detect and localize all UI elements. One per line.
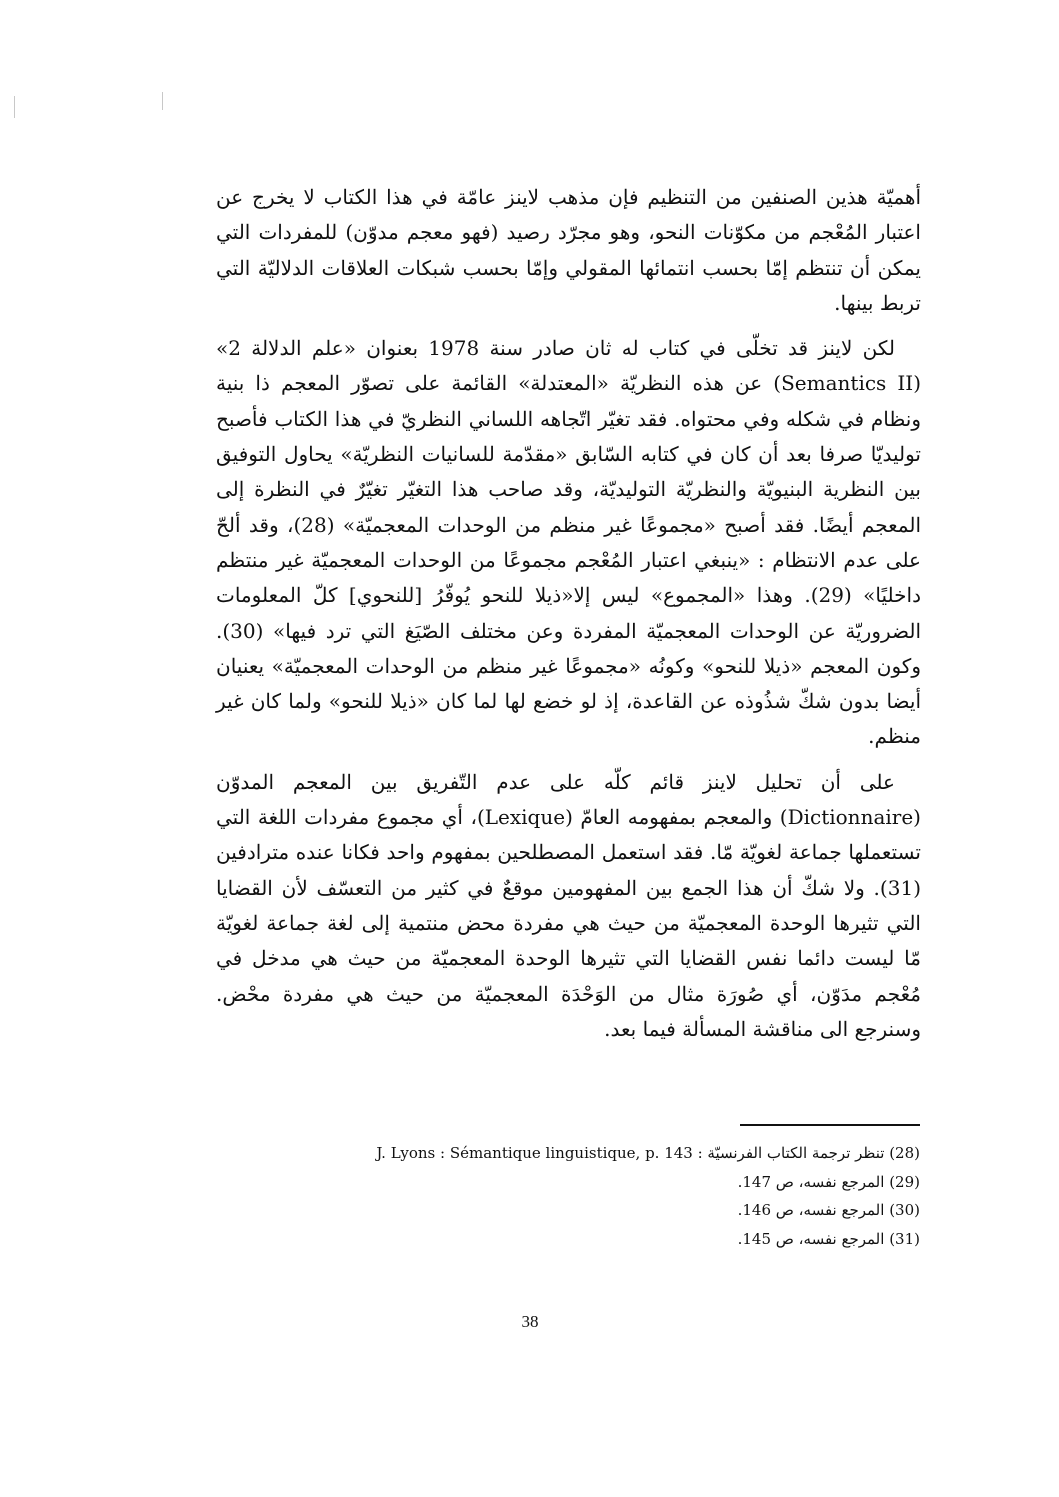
footnote-29: (29) المرجع نفسه، ص 147.: [737, 1172, 920, 1191]
footnote-31: (31) المرجع نفسه، ص 145.: [737, 1229, 920, 1248]
paragraph-1: أهميّة هذين الصنفين من التنظيم فإن مذهب لاينز عامّة في هذا الكتاب لا يخرج عن اعتبار المُعْجم من مكوّنات النحو، وهو مجرّد رصيد (فهو معجم مدوّن) للمفردات التي يمكن أن تنتظم إمّا بحسب انتمائها المقولي وإمّا بحسب شبكات العلاقات الدلاليّة التي تربط بينها.: [216, 185, 921, 315]
main-text: [216, 180, 921, 1047]
scan-mark-top: [162, 92, 163, 110]
footnote-separator: [740, 1124, 920, 1126]
paragraph-2: لكن لاينز قد تخلّى في كتاب له ثان صادر سنة 1978 بعنوان «علم الدلالة 2» (Semantics II) عن هذه النظريّة «المعتدلة» القائمة على تصوّر المعجم ذا بنية ونظام في شكله وفي محتواه. فقد تغيّر اتّجاهه اللساني النظريّ في هذا الكتاب فأصبح توليديّا صرفا بعد أن كان في كتابه السّابق «مقدّمة للسانيات النظريّة» يحاول التوفيق بين النظرية البنيويّة والنظريّة التوليديّة، وقد صاحب هذا التغيّر تغيّرٌ في النظرة إلى المعجم أيضًا. فقد أصبح «مجموعًا غير منظم من الوحدات المعجميّة» (28)، وقد ألحّ على عدم الانتظام : «ينبغي اعتبار المُعْجم مجموعًا من الوحدات المعجميّة غير منتظم داخليًا» (29). وهذا «المجموع» ليس إلا«ذيلا للنحو يُوفّرُ [للنحوي] كلّ المعلومات الضروريّة عن الوحدات المعجميّة المفردة وعن مختلف الصّيَغ التي ترد فيها» (30). وكون المعجم «ذيلا للنحو» وكونُه «مجموعًا غير منظم من الوحدات المعجميّة» يعنيان أيضا بدون شكّ شذُوذه عن القاعدة، إذ لو خضع لها لما كان «ذيلا للنحو» ولما كان غير منظم.: [216, 336, 921, 749]
scan-mark-left: [14, 96, 15, 118]
paragraph-3: على أن تحليل لاينز قائم كلّه على عدم التّفريق بين المعجم المدوّن (Dictionnaire) والمعجم بمفهومه العامّ (Lexique)، أي مجموع مفردات اللغة التي تستعملها جماعة لغويّة مّا. فقد استعمل المصطلحين بمفهوم واحد فكانا عنده مترادفين (31). ولا شكّ أن هذا الجمع بين المفهومين موقعٌ في كثير من التعسّف لأن القضايا التي تثيرها الوحدة المعجميّة من حيث هي مفردة محض منتمية إلى لغة جماعة لغويّة مّا ليست دائما نفس القضايا التي تثيرها الوحدة المعجميّة من حيث هي مدخل في مُعْجم مدَوّن، أي صُورَة مثال من الوَحْدَة المعجميّة من حيث هي مفردة محْض. وسنرجع الى مناقشة المسألة فيما بعد.: [216, 769, 921, 1041]
footnote-30: (30) المرجع نفسه، ص 146.: [737, 1201, 920, 1219]
footnotes: [376, 1139, 920, 1253]
page-number: 38: [521, 1312, 539, 1331]
footnote-28: (28) تنظر ترجمة الكتاب الفرنسيّة : J. Lyons : Sémantique linguistique, p. 143: [376, 1144, 920, 1162]
